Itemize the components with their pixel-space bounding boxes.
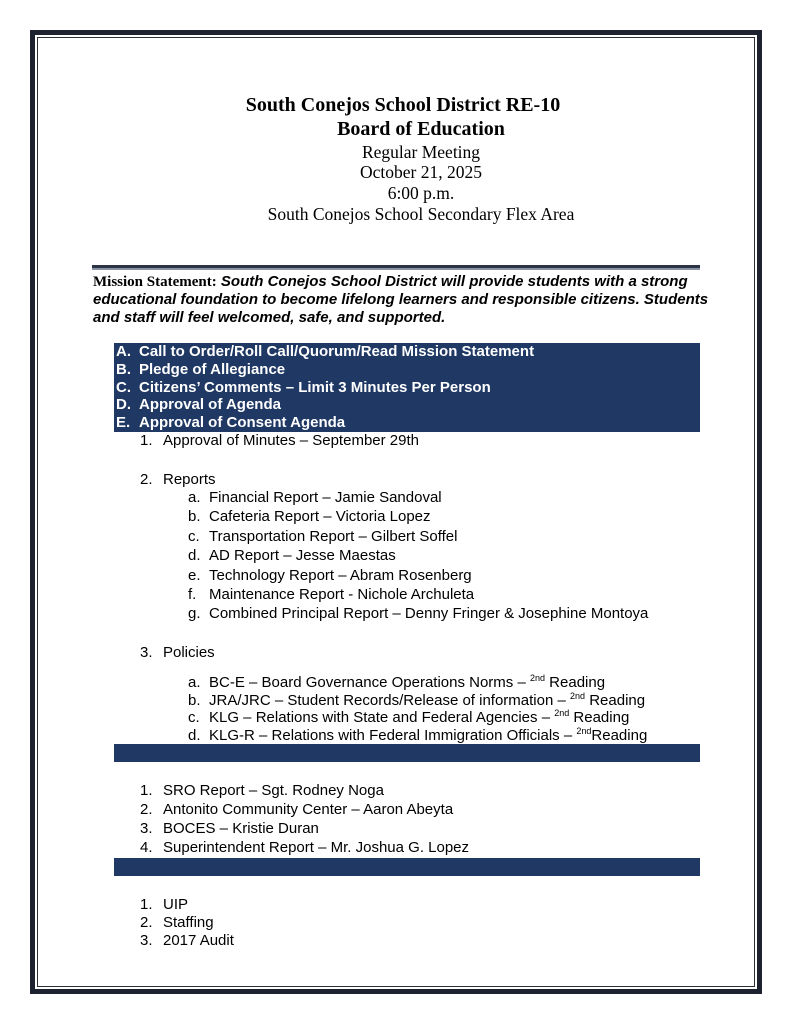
policy-item	[209, 709, 629, 727]
list-letter: g.	[188, 605, 201, 623]
mission-text: South Conejos School District will provide students with a strong educational foundation to become lifelong learners and responsible citizens. Students and staff will feel welcomed, safe, and supported.	[93, 273, 709, 326]
report-item: Transportation Report – Gilbert Soffel	[209, 527, 458, 545]
policy-item	[209, 692, 645, 710]
meeting-location: South Conejos School Secondary Flex Area	[267, 204, 575, 224]
list-letter: a.	[188, 674, 201, 691]
reading-label: Reading	[569, 709, 630, 727]
list-item: Staffing	[163, 914, 214, 931]
section-heading: Reports	[163, 471, 216, 488]
mission-label: Mission Statement:	[93, 274, 217, 290]
policy-title: BC-E – Board Governance Operations Norms –	[209, 674, 530, 691]
list-number: 3.	[140, 932, 153, 949]
list-letter: b.	[188, 508, 201, 526]
report-item: Cafeteria Report – Victoria Lopez	[209, 508, 431, 526]
list-item: SRO Report – Sgt. Rodney Noga	[163, 782, 384, 799]
agenda-item-letter: E.	[116, 414, 131, 432]
agenda-item-letter: D.	[116, 396, 131, 414]
reading-label: Reading	[545, 674, 606, 691]
list-letter: d.	[188, 547, 201, 565]
policy-title: KLG – Relations with State and Federal Agencies –	[209, 709, 555, 727]
reading-label: Reading	[591, 727, 648, 745]
district-title: South Conejos School District RE-10	[245, 94, 561, 116]
list-number: 3.	[140, 644, 153, 661]
agenda-item-letter: B.	[116, 360, 131, 378]
meeting-date: October 21, 2025	[360, 162, 482, 182]
list-item: Superintendent Report – Mr. Joshua G. Lopez	[163, 839, 470, 856]
reading-ordinal: 2nd	[576, 726, 592, 737]
list-number: 1.	[140, 896, 153, 913]
reading-ordinal: 2nd	[529, 673, 546, 683]
report-item: Technology Report – Abram Rosenberg	[209, 566, 472, 584]
section-bar	[114, 744, 700, 762]
list-letter: f.	[188, 586, 197, 603]
meeting-time: 6:00 p.m.	[387, 183, 455, 203]
policy-title: JRA/JRC – Student Records/Release of information –	[209, 691, 571, 709]
agenda-item-letter: A.	[116, 343, 131, 360]
list-letter: d.	[188, 727, 201, 745]
reading-ordinal: 2nd	[554, 708, 570, 719]
agenda-item-label: Approval of Consent Agenda	[139, 414, 346, 432]
list-letter: b.	[188, 691, 201, 709]
list-letter: c.	[188, 527, 200, 545]
reading-ordinal: 2nd	[570, 690, 586, 701]
board-title: Board of Education	[337, 118, 505, 140]
report-item: AD Report – Jesse Maestas	[209, 547, 396, 565]
agenda-item-letter: C.	[116, 378, 131, 396]
list-number: 1.	[140, 432, 153, 449]
meeting-type: Regular Meeting	[361, 142, 481, 162]
report-item: Financial Report – Jamie Sandoval	[209, 489, 442, 506]
list-item: UIP	[163, 896, 189, 913]
list-number: 2.	[140, 471, 153, 488]
agenda-item-label: Call to Order/Roll Call/Quorum/Read Mission Statement	[139, 343, 535, 360]
list-item: Antonito Community Center – Aaron Abeyta	[163, 801, 454, 818]
report-item: Maintenance Report - Nichole Archuleta	[209, 586, 475, 603]
report-item: Combined Principal Report – Denny Fringer & Josephine Montoya	[209, 605, 649, 623]
agenda-item-label: Pledge of Allegiance	[139, 360, 286, 378]
policy-item	[209, 674, 605, 692]
list-letter: a.	[188, 489, 201, 506]
list-number: 4.	[140, 839, 153, 856]
agenda-item-label: Approval of Agenda	[139, 396, 281, 414]
divider	[92, 265, 700, 270]
list-item: 2017 Audit	[163, 932, 234, 949]
list-number: 2.	[140, 801, 153, 818]
list-letter: e.	[188, 566, 201, 584]
list-item: BOCES – Kristie Duran	[163, 820, 319, 837]
list-item: Approval of Minutes – September 29th	[163, 432, 419, 449]
list-number: 1.	[140, 782, 153, 799]
section-heading: Policies	[163, 644, 215, 661]
reading-label: Reading	[585, 691, 646, 709]
policy-title: KLG-R – Relations with Federal Immigration Officials –	[209, 727, 577, 745]
list-number: 2.	[140, 914, 153, 931]
agenda-item-label: Citizens’ Comments – Limit 3 Minutes Per Person	[139, 378, 491, 396]
list-number: 3.	[140, 820, 153, 837]
policy-item	[209, 727, 647, 745]
mission-statement	[93, 273, 713, 327]
section-bar	[114, 858, 700, 876]
list-letter: c.	[188, 709, 200, 727]
